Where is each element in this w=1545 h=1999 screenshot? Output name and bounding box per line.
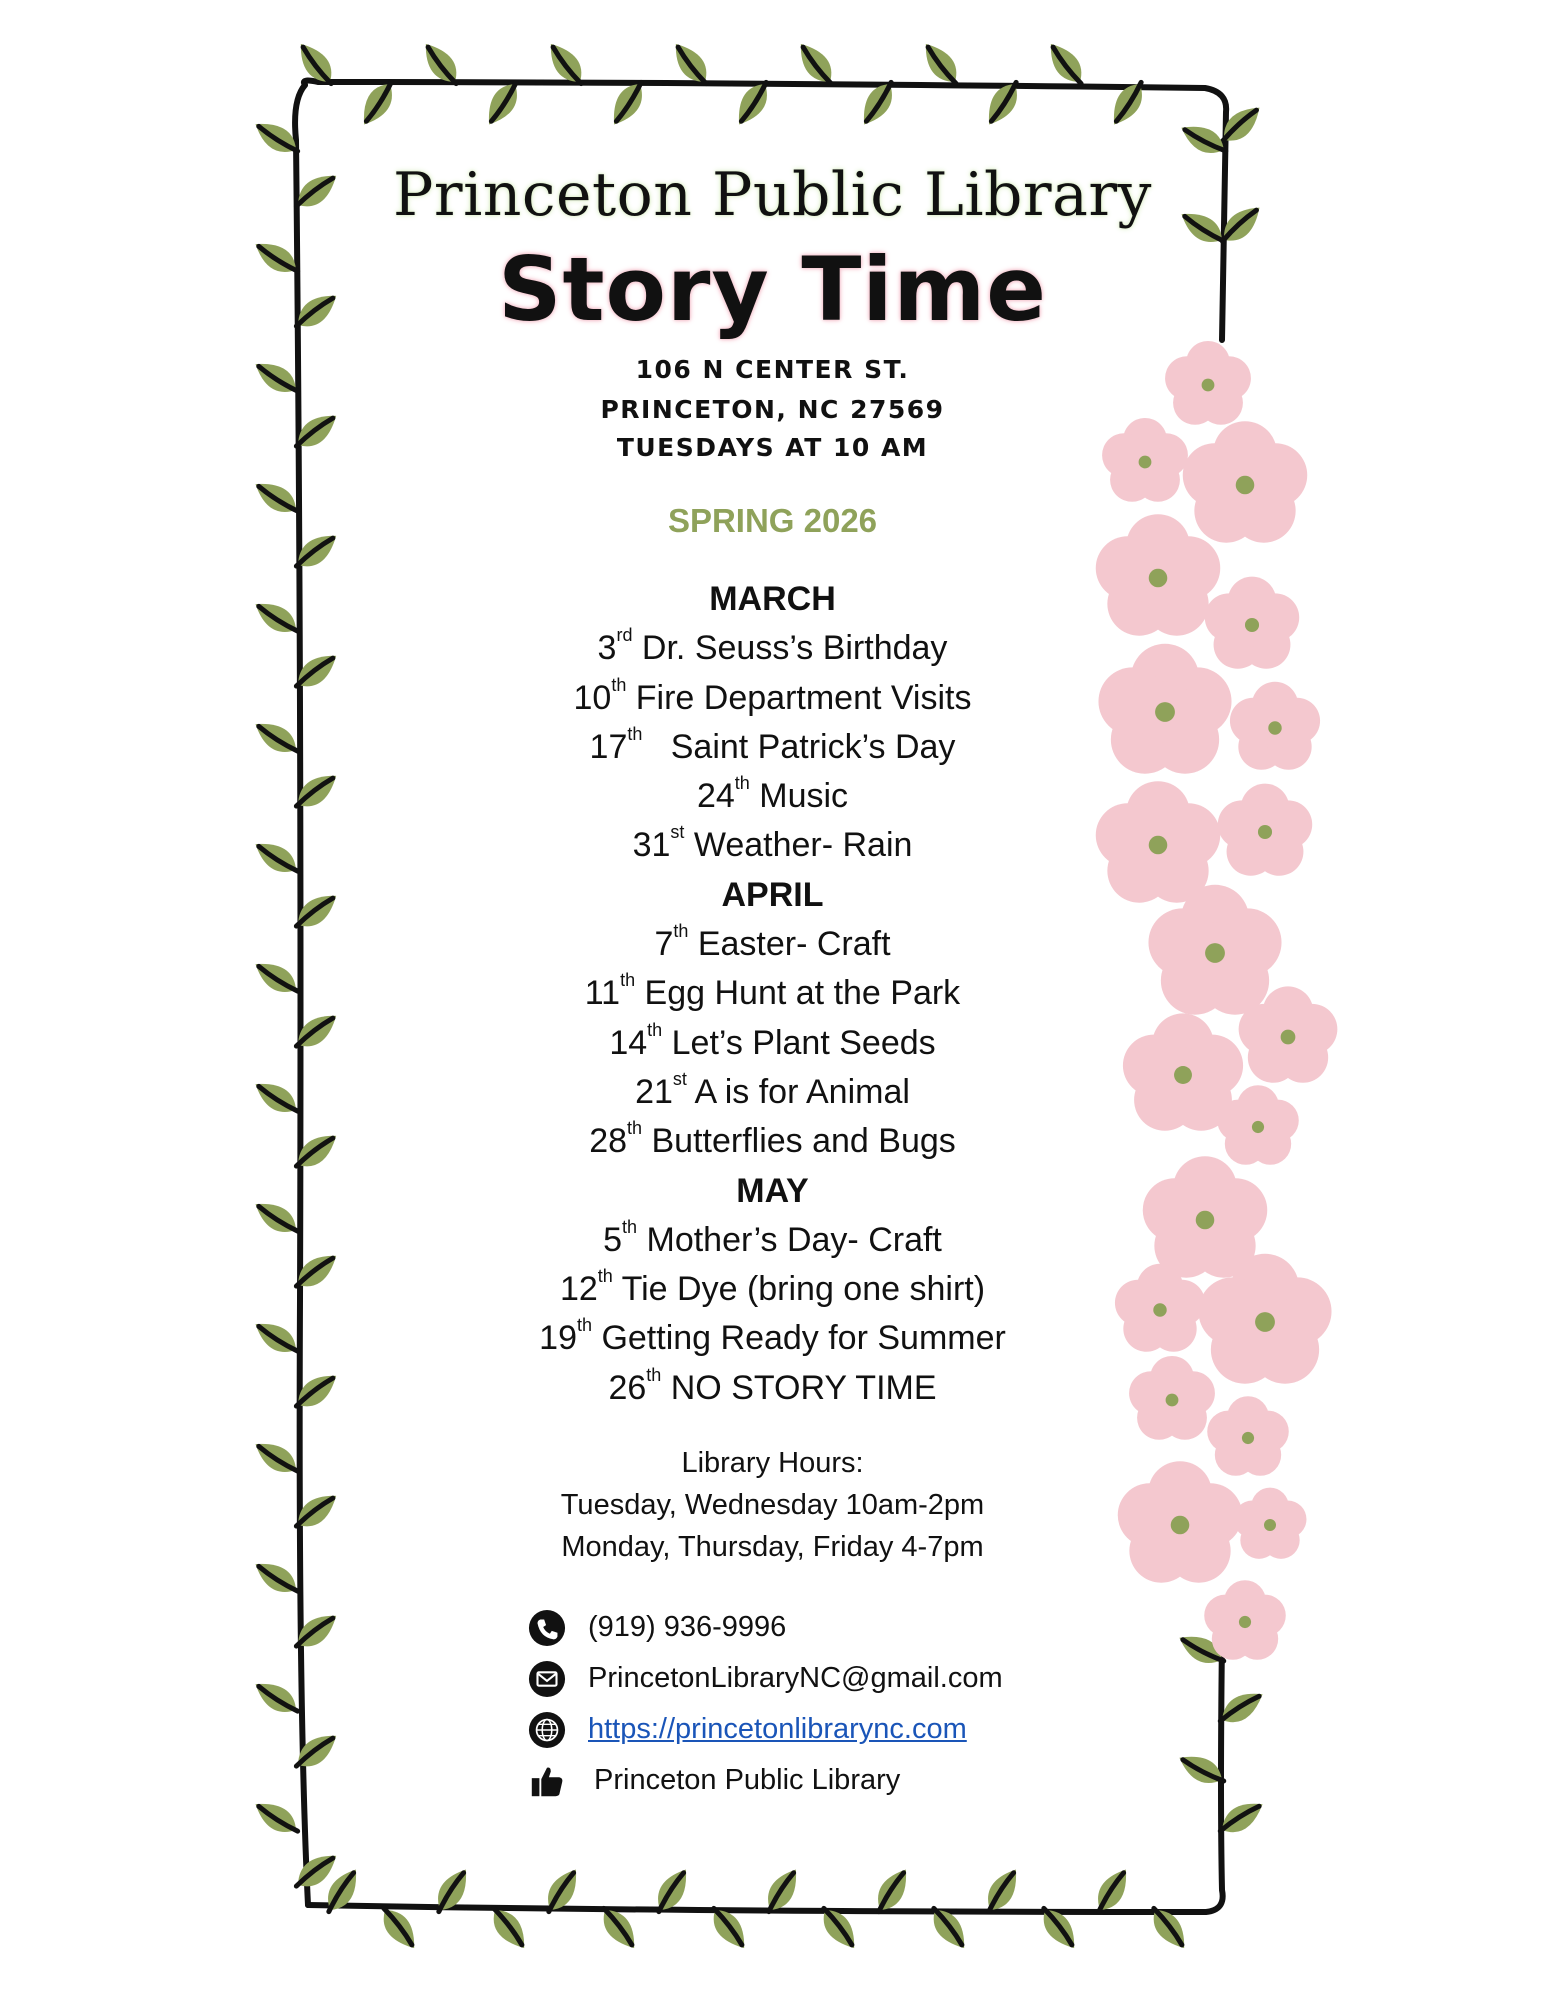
leaf — [249, 1674, 303, 1722]
month-heading: APRIL — [721, 875, 824, 914]
day-suffix: th — [597, 1266, 613, 1287]
event-title: Music — [749, 777, 849, 816]
hours-line-1: Tuesday, Wednesday 10am-2pm — [560, 1489, 985, 1521]
event-day: 24 — [696, 777, 735, 816]
month-heading: MARCH — [709, 580, 836, 618]
month-heading: MAY — [736, 1171, 809, 1210]
address-line-1: 106 N CENTER ST. — [635, 355, 910, 384]
schedule-time: TUESDAYS AT 10 AM — [616, 433, 929, 462]
leaf — [289, 1607, 343, 1655]
library-hours — [0, 1442, 1545, 1568]
event-day: 31 — [632, 826, 671, 865]
website-link[interactable]: https://princetonlibrarync.com — [588, 1713, 967, 1745]
schedule-item — [0, 821, 1545, 870]
day-suffix: th — [673, 921, 689, 942]
day-suffix: th — [611, 674, 627, 695]
day-suffix: th — [622, 1216, 638, 1237]
event-day: 10 — [573, 678, 612, 717]
hours-heading: Library Hours: — [681, 1447, 864, 1479]
event-title: Tie Dye (bring one shirt) — [612, 1270, 986, 1309]
schedule-item — [0, 1314, 1545, 1363]
schedule-item — [0, 1068, 1545, 1117]
schedule-item — [0, 969, 1545, 1018]
day-suffix: th — [647, 1019, 663, 1040]
leaf — [1214, 100, 1267, 150]
leaf — [1042, 37, 1090, 91]
day-suffix: th — [576, 1315, 592, 1336]
event-title: NO STORY TIME — [661, 1368, 937, 1407]
contact-phone[interactable] — [528, 1602, 1003, 1653]
page-title: Story Time — [498, 238, 1047, 341]
thumbs-up-icon — [528, 1762, 566, 1800]
event-title: Butterflies and Bugs — [642, 1122, 956, 1161]
event-title: Weather- Rain — [684, 826, 913, 865]
facebook-page: Princeton Public Library — [594, 1764, 901, 1796]
event-day: 28 — [589, 1122, 628, 1161]
contact-facebook[interactable] — [528, 1755, 1003, 1806]
event-day: 21 — [635, 1072, 673, 1111]
day-suffix: th — [734, 773, 750, 794]
day-suffix: th — [646, 1364, 662, 1385]
hours-line-2: Monday, Thursday, Friday 4-7pm — [561, 1531, 984, 1563]
leaf — [249, 1794, 303, 1842]
event-title: Fire Department Visits — [626, 678, 972, 717]
event-title: Easter- Craft — [688, 925, 891, 964]
contact-website[interactable] — [528, 1704, 1003, 1755]
schedule-item — [0, 1265, 1545, 1314]
event-day: 14 — [609, 1023, 648, 1062]
event-day: 7 — [654, 925, 674, 964]
event-day: 26 — [608, 1368, 647, 1407]
schedule-list — [0, 575, 1545, 1413]
schedule-item — [0, 1019, 1545, 1068]
address-line-2: PRINCETON, NC 27569 — [600, 395, 945, 424]
event-title: Let’s Plant Seeds — [662, 1023, 936, 1062]
schedule-item — [0, 674, 1545, 723]
library-name: Princeton Public Library — [393, 160, 1152, 230]
event-day: 11 — [584, 974, 621, 1013]
mail-icon — [528, 1660, 566, 1698]
event-title: Getting Ready for Summer — [592, 1319, 1006, 1358]
event-day: 3 — [597, 629, 617, 668]
season-label: SPRING 2026 — [667, 502, 878, 539]
day-suffix: st — [672, 1068, 687, 1089]
schedule-item — [0, 920, 1545, 969]
schedule-item — [0, 723, 1545, 772]
day-suffix: th — [627, 1118, 643, 1139]
event-day: 12 — [559, 1270, 598, 1309]
day-suffix: th — [627, 723, 643, 744]
schedule-item — [0, 1117, 1545, 1166]
email-address: PrincetonLibraryNC@gmail.com — [588, 1662, 1003, 1694]
day-suffix: th — [620, 970, 636, 991]
event-day: 17 — [589, 727, 628, 766]
globe-icon — [528, 1711, 566, 1749]
event-title: Saint Patrick’s Day — [642, 727, 956, 766]
phone-number: (919) 936-9996 — [588, 1611, 787, 1643]
event-title: Mother’s Day- Craft — [637, 1220, 942, 1259]
event-title: Egg Hunt at the Park — [635, 974, 961, 1013]
schedule-item — [0, 1216, 1545, 1265]
event-day: 5 — [603, 1220, 623, 1259]
contact-list — [528, 1602, 1003, 1806]
flower — [1204, 1580, 1286, 1660]
contact-email[interactable] — [528, 1653, 1003, 1704]
day-suffix: st — [670, 822, 685, 843]
schedule-item — [0, 772, 1545, 821]
schedule-item — [0, 624, 1545, 673]
event-title: A is for Animal — [686, 1072, 910, 1111]
schedule-item — [0, 1364, 1545, 1413]
event-title: Dr. Seuss’s Birthday — [632, 629, 948, 668]
phone-icon — [528, 1609, 566, 1647]
day-suffix: rd — [616, 625, 633, 646]
leaf — [289, 1727, 343, 1775]
event-day: 19 — [539, 1319, 577, 1358]
